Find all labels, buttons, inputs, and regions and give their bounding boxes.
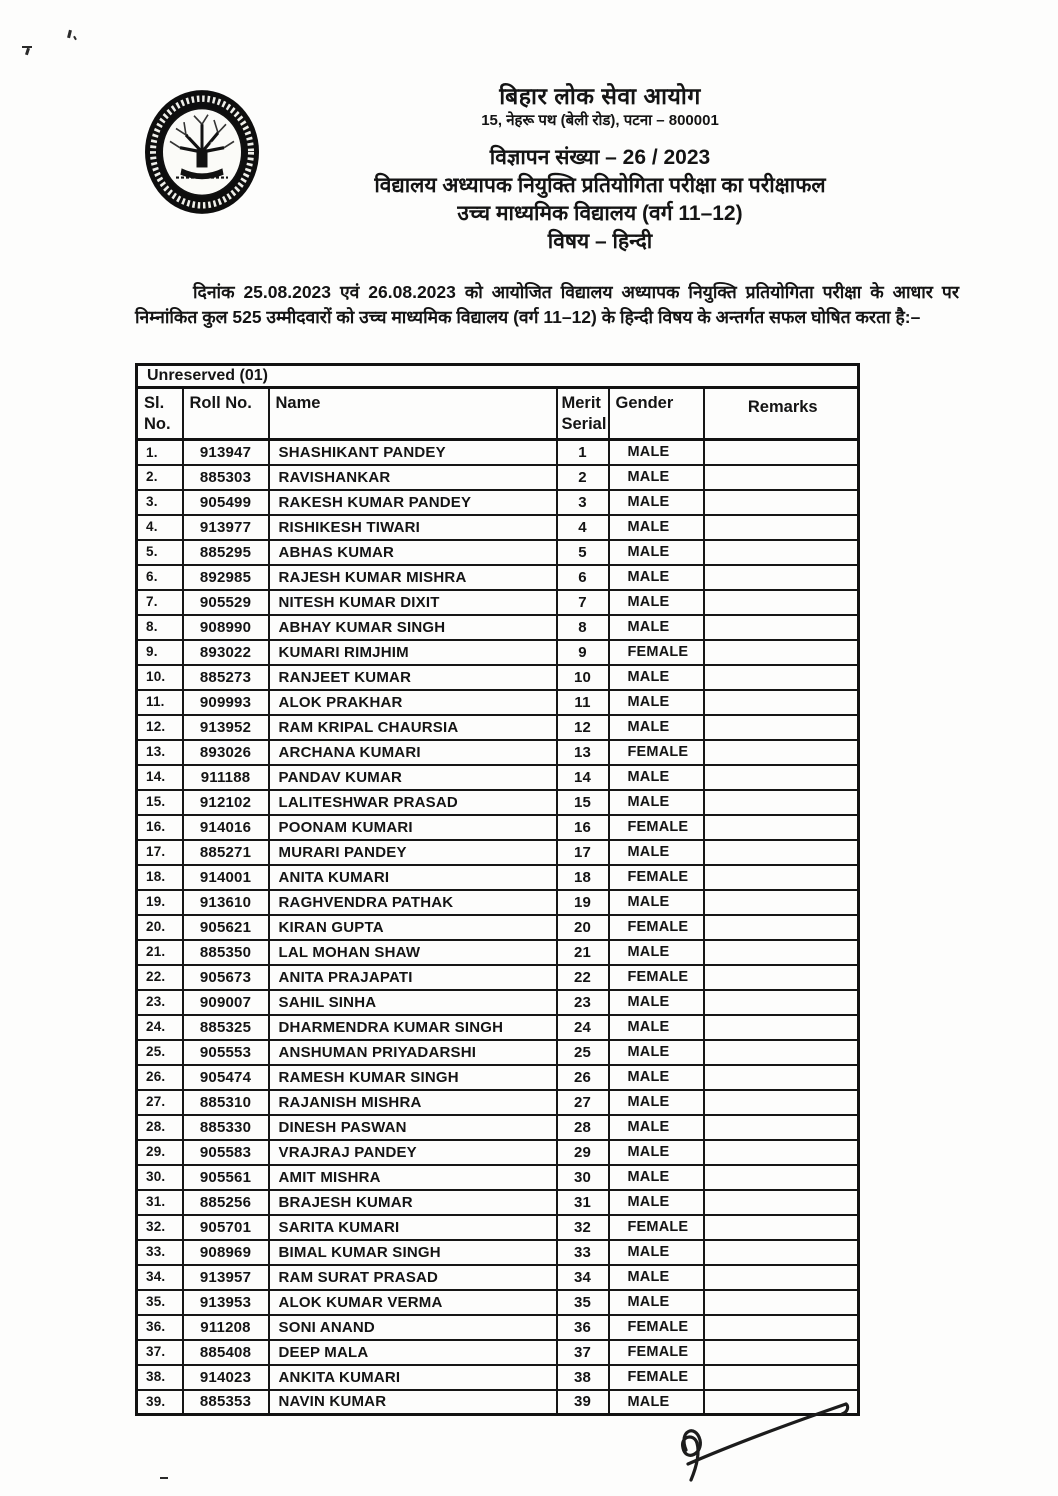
merit-serial-cell: 30 xyxy=(557,1165,609,1190)
sl-no-cell: 16. xyxy=(137,815,183,840)
scan-artifact xyxy=(160,1477,168,1479)
merit-serial-cell: 16 xyxy=(557,815,609,840)
result-title: विद्यालय अध्यापक नियुक्ति प्रतियोगिता परीक्षा का परीक्षाफल xyxy=(374,174,826,197)
table-row xyxy=(137,1365,859,1390)
roll-no-cell: 905529 xyxy=(183,590,269,615)
roll-no-cell: 913952 xyxy=(183,715,269,740)
roll-no-cell: 913957 xyxy=(183,1265,269,1290)
roll-no-cell: 911188 xyxy=(183,765,269,790)
merit-serial-cell: 15 xyxy=(557,790,609,815)
sl-no-cell: 13. xyxy=(137,740,183,765)
roll-no-cell: 911208 xyxy=(183,1315,269,1340)
merit-serial-cell: 7 xyxy=(557,590,609,615)
gender-cell: FEMALE xyxy=(609,815,704,840)
gender-cell: MALE xyxy=(609,940,704,965)
sl-no-cell: 38. xyxy=(137,1365,183,1390)
name-cell: DINESH PASWAN xyxy=(269,1115,557,1140)
merit-serial-cell: 37 xyxy=(557,1340,609,1365)
name-cell: DEEP MALA xyxy=(269,1340,557,1365)
gender-cell: MALE xyxy=(609,440,704,465)
remarks-cell xyxy=(704,1215,859,1240)
gender-cell: MALE xyxy=(609,1240,704,1265)
name-cell: RAMESH KUMAR SINGH xyxy=(269,1065,557,1090)
merit-serial-cell: 28 xyxy=(557,1115,609,1140)
name-cell: ABHAY KUMAR SINGH xyxy=(269,615,557,640)
remarks-cell xyxy=(704,1015,859,1040)
remarks-cell xyxy=(704,1090,859,1115)
table-row xyxy=(137,1215,859,1240)
org-address: 15, नेहरू पथ (बेली रोड), पटना – 800001 xyxy=(481,112,719,129)
remarks-cell xyxy=(704,740,859,765)
remarks-cell xyxy=(704,1340,859,1365)
remarks-cell xyxy=(704,540,859,565)
gender-cell: FEMALE xyxy=(609,915,704,940)
letterhead xyxy=(170,82,1030,256)
roll-no-cell: 905583 xyxy=(183,1140,269,1165)
roll-no-cell: 914016 xyxy=(183,815,269,840)
remarks-cell xyxy=(704,990,859,1015)
name-cell: ABHAS KUMAR xyxy=(269,540,557,565)
table-row xyxy=(137,965,859,990)
sl-no-cell: 32. xyxy=(137,1215,183,1240)
remarks-cell xyxy=(704,1040,859,1065)
advertisement-number: विज्ञापन संख्या – 26 / 2023 xyxy=(489,146,711,169)
name-cell: BIMAL KUMAR SINGH xyxy=(269,1240,557,1265)
roll-no-cell: 913953 xyxy=(183,1290,269,1315)
sl-no-cell: 18. xyxy=(137,865,183,890)
scan-artifact xyxy=(67,30,72,38)
gender-cell: FEMALE xyxy=(609,1215,704,1240)
remarks-cell xyxy=(704,515,859,540)
remarks-cell xyxy=(704,490,859,515)
gender-cell: FEMALE xyxy=(609,1365,704,1390)
remarks-cell xyxy=(704,815,859,840)
merit-serial-cell: 5 xyxy=(557,540,609,565)
gender-cell: MALE xyxy=(609,540,704,565)
sl-no-cell: 31. xyxy=(137,1190,183,1215)
gender-cell: MALE xyxy=(609,690,704,715)
col-header-merit-serial: Merit Serial xyxy=(557,388,609,440)
remarks-cell xyxy=(704,940,859,965)
merit-serial-cell: 33 xyxy=(557,1240,609,1265)
col-header-gender: Gender xyxy=(609,388,704,440)
sl-no-cell: 14. xyxy=(137,765,183,790)
roll-no-cell: 905673 xyxy=(183,965,269,990)
merit-serial-cell: 24 xyxy=(557,1015,609,1040)
table-row xyxy=(137,1315,859,1340)
table-row xyxy=(137,665,859,690)
remarks-cell xyxy=(704,690,859,715)
table-row xyxy=(137,1190,859,1215)
merit-serial-cell: 20 xyxy=(557,915,609,940)
remarks-cell xyxy=(704,615,859,640)
remarks-cell xyxy=(704,1315,859,1340)
roll-no-cell: 885273 xyxy=(183,665,269,690)
merit-serial-cell: 17 xyxy=(557,840,609,865)
roll-no-cell: 905474 xyxy=(183,1065,269,1090)
roll-no-cell: 914001 xyxy=(183,865,269,890)
name-cell: KIRAN GUPTA xyxy=(269,915,557,940)
gender-cell: MALE xyxy=(609,1290,704,1315)
table-row xyxy=(137,615,859,640)
name-cell: PANDAV KUMAR xyxy=(269,765,557,790)
sl-no-cell: 5. xyxy=(137,540,183,565)
merit-serial-cell: 1 xyxy=(557,440,609,465)
gender-cell: MALE xyxy=(609,490,704,515)
merit-serial-cell: 2 xyxy=(557,465,609,490)
roll-no-cell: 892985 xyxy=(183,565,269,590)
gender-cell: MALE xyxy=(609,1265,704,1290)
gender-cell: MALE xyxy=(609,615,704,640)
table-row xyxy=(137,1140,859,1165)
name-cell: LALITESHWAR PRASAD xyxy=(269,790,557,815)
sl-no-cell: 22. xyxy=(137,965,183,990)
merit-serial-cell: 23 xyxy=(557,990,609,1015)
gender-cell: FEMALE xyxy=(609,865,704,890)
merit-serial-cell: 38 xyxy=(557,1365,609,1390)
sl-no-cell: 24. xyxy=(137,1015,183,1040)
sl-no-cell: 33. xyxy=(137,1240,183,1265)
gender-cell: MALE xyxy=(609,1090,704,1115)
roll-no-cell: 885271 xyxy=(183,840,269,865)
gender-cell: MALE xyxy=(609,1065,704,1090)
roll-no-cell: 885325 xyxy=(183,1015,269,1040)
name-cell: RISHIKESH TIWARI xyxy=(269,515,557,540)
roll-no-cell: 885350 xyxy=(183,940,269,965)
name-cell: SONI ANAND xyxy=(269,1315,557,1340)
sl-no-cell: 6. xyxy=(137,565,183,590)
name-cell: BRAJESH KUMAR xyxy=(269,1190,557,1215)
merit-serial-cell: 36 xyxy=(557,1315,609,1340)
name-cell: SHASHIKANT PANDEY xyxy=(269,440,557,465)
merit-serial-cell: 22 xyxy=(557,965,609,990)
gender-cell: MALE xyxy=(609,790,704,815)
sl-no-cell: 4. xyxy=(137,515,183,540)
merit-serial-cell: 10 xyxy=(557,665,609,690)
table-row xyxy=(137,790,859,815)
merit-serial-cell: 29 xyxy=(557,1140,609,1165)
roll-no-cell: 885353 xyxy=(183,1390,269,1415)
table-row xyxy=(137,940,859,965)
merit-serial-cell: 6 xyxy=(557,565,609,590)
scan-artifact xyxy=(25,48,30,56)
table-row xyxy=(137,1265,859,1290)
roll-no-cell: 885408 xyxy=(183,1340,269,1365)
table-row xyxy=(137,990,859,1015)
gender-cell: MALE xyxy=(609,1190,704,1215)
sl-no-cell: 30. xyxy=(137,1165,183,1190)
merit-serial-cell: 27 xyxy=(557,1090,609,1115)
roll-no-cell: 912102 xyxy=(183,790,269,815)
merit-serial-cell: 12 xyxy=(557,715,609,740)
sl-no-cell: 29. xyxy=(137,1140,183,1165)
sl-no-cell: 39. xyxy=(137,1390,183,1415)
roll-no-cell: 905621 xyxy=(183,915,269,940)
roll-no-cell: 905553 xyxy=(183,1040,269,1065)
intro-paragraph: दिनांक 25.08.2023 एवं 26.08.2023 को आयोजित विद्यालय अध्यापक नियुक्ति प्रतियोगिता परीक्षा के आधार पर निम्नांकित कुल 525 उम्मीदवारों को उच्च माध्यमिक विद्यालय (वर्ग 11–12) के हिन्दी विषय के अन्तर्गत सफल घोषित करता है:– xyxy=(135,282,959,327)
name-cell: ANITA PRAJAPATI xyxy=(269,965,557,990)
merit-serial-cell: 25 xyxy=(557,1040,609,1065)
sl-no-cell: 17. xyxy=(137,840,183,865)
gender-cell: MALE xyxy=(609,1115,704,1140)
name-cell: SARITA KUMARI xyxy=(269,1215,557,1240)
merit-serial-cell: 13 xyxy=(557,740,609,765)
merit-serial-cell: 21 xyxy=(557,940,609,965)
merit-serial-cell: 39 xyxy=(557,1390,609,1415)
remarks-cell xyxy=(704,865,859,890)
remarks-cell xyxy=(704,1115,859,1140)
merit-serial-cell: 3 xyxy=(557,490,609,515)
table-row xyxy=(137,1040,859,1065)
roll-no-cell: 885295 xyxy=(183,540,269,565)
name-cell: NITESH KUMAR DIXIT xyxy=(269,590,557,615)
results-tbody xyxy=(137,365,859,1415)
sl-no-cell: 9. xyxy=(137,640,183,665)
name-cell: RANJEET KUMAR xyxy=(269,665,557,690)
name-cell: ARCHANA KUMARI xyxy=(269,740,557,765)
table-row xyxy=(137,590,859,615)
sl-no-cell: 20. xyxy=(137,915,183,940)
name-cell: ANSHUMAN PRIYADARSHI xyxy=(269,1040,557,1065)
table-row xyxy=(137,1340,859,1365)
table-row xyxy=(137,1165,859,1190)
gender-cell: MALE xyxy=(609,1015,704,1040)
table-row xyxy=(137,1065,859,1090)
sl-no-cell: 26. xyxy=(137,1065,183,1090)
col-header-remarks: Remarks xyxy=(704,388,859,440)
table-row xyxy=(137,765,859,790)
table-row xyxy=(137,565,859,590)
roll-no-cell: 893022 xyxy=(183,640,269,665)
gender-cell: FEMALE xyxy=(609,1315,704,1340)
results-table-container xyxy=(135,363,860,1416)
merit-serial-cell: 35 xyxy=(557,1290,609,1315)
gender-cell: FEMALE xyxy=(609,740,704,765)
merit-serial-cell: 9 xyxy=(557,640,609,665)
category-header: Unreserved (01) xyxy=(137,365,859,388)
remarks-cell xyxy=(704,840,859,865)
remarks-cell xyxy=(704,440,859,465)
table-row xyxy=(137,890,859,915)
name-cell: RAM SURAT PRASAD xyxy=(269,1265,557,1290)
gender-cell: FEMALE xyxy=(609,640,704,665)
name-cell: ALOK PRAKHAR xyxy=(269,690,557,715)
table-row xyxy=(137,440,859,465)
table-row xyxy=(137,740,859,765)
roll-no-cell: 905499 xyxy=(183,490,269,515)
gender-cell: MALE xyxy=(609,1140,704,1165)
sl-no-cell: 7. xyxy=(137,590,183,615)
remarks-cell xyxy=(704,1265,859,1290)
col-header-sl-no: Sl. No. xyxy=(137,388,183,440)
signature-icon xyxy=(634,1392,859,1488)
table-row xyxy=(137,465,859,490)
table-row xyxy=(137,1015,859,1040)
name-cell: ANITA KUMARI xyxy=(269,865,557,890)
remarks-cell xyxy=(704,665,859,690)
school-level-line: उच्च माध्यमिक विद्यालय (वर्ग 11–12) xyxy=(457,202,743,225)
table-row xyxy=(137,1290,859,1315)
remarks-cell xyxy=(704,965,859,990)
merit-serial-cell: 4 xyxy=(557,515,609,540)
org-name: बिहार लोक सेवा आयोग xyxy=(499,83,701,109)
name-cell: RAVISHANKAR xyxy=(269,465,557,490)
roll-no-cell: 905561 xyxy=(183,1165,269,1190)
sl-no-cell: 11. xyxy=(137,690,183,715)
gender-cell: MALE xyxy=(609,1040,704,1065)
name-cell: ALOK KUMAR VERMA xyxy=(269,1290,557,1315)
gender-cell: MALE xyxy=(609,515,704,540)
gender-cell: MALE xyxy=(609,465,704,490)
table-row xyxy=(137,640,859,665)
gender-cell: MALE xyxy=(609,1390,704,1415)
remarks-cell xyxy=(704,890,859,915)
table-row xyxy=(137,865,859,890)
gender-cell: FEMALE xyxy=(609,1340,704,1365)
name-cell: POONAM KUMARI xyxy=(269,815,557,840)
table-row xyxy=(137,1090,859,1115)
sl-no-cell: 34. xyxy=(137,1265,183,1290)
gender-cell: MALE xyxy=(609,665,704,690)
remarks-cell xyxy=(704,1165,859,1190)
remarks-cell xyxy=(704,1240,859,1265)
remarks-cell xyxy=(704,465,859,490)
name-cell: SAHIL SINHA xyxy=(269,990,557,1015)
table-row xyxy=(137,515,859,540)
remarks-cell xyxy=(704,765,859,790)
name-cell: DHARMENDRA KUMAR SINGH xyxy=(269,1015,557,1040)
merit-serial-cell: 32 xyxy=(557,1215,609,1240)
roll-no-cell: 885256 xyxy=(183,1190,269,1215)
table-row xyxy=(137,815,859,840)
remarks-cell xyxy=(704,1365,859,1390)
remarks-cell xyxy=(704,1140,859,1165)
name-cell: RAM KRIPAL CHAURSIA xyxy=(269,715,557,740)
remarks-cell xyxy=(704,1190,859,1215)
sl-no-cell: 28. xyxy=(137,1115,183,1140)
gender-cell: MALE xyxy=(609,990,704,1015)
name-cell: RAJANISH MISHRA xyxy=(269,1090,557,1115)
remarks-cell xyxy=(704,565,859,590)
table-row xyxy=(137,840,859,865)
merit-serial-cell: 18 xyxy=(557,865,609,890)
table-row xyxy=(137,1115,859,1140)
sl-no-cell: 37. xyxy=(137,1340,183,1365)
sl-no-cell: 12. xyxy=(137,715,183,740)
sl-no-cell: 1. xyxy=(137,440,183,465)
roll-no-cell: 893026 xyxy=(183,740,269,765)
merit-serial-cell: 34 xyxy=(557,1265,609,1290)
scan-artifact xyxy=(73,36,77,40)
roll-no-cell: 908969 xyxy=(183,1240,269,1265)
name-cell: RAGHVENDRA PATHAK xyxy=(269,890,557,915)
gender-cell: MALE xyxy=(609,840,704,865)
roll-no-cell: 885310 xyxy=(183,1090,269,1115)
gender-cell: MALE xyxy=(609,1165,704,1190)
sl-no-cell: 15. xyxy=(137,790,183,815)
roll-no-cell: 885303 xyxy=(183,465,269,490)
remarks-cell xyxy=(704,790,859,815)
col-header-roll-no: Roll No. xyxy=(183,388,269,440)
merit-serial-cell: 31 xyxy=(557,1190,609,1215)
sl-no-cell: 35. xyxy=(137,1290,183,1315)
merit-serial-cell: 8 xyxy=(557,615,609,640)
remarks-cell xyxy=(704,590,859,615)
gender-cell: MALE xyxy=(609,565,704,590)
gender-cell: MALE xyxy=(609,890,704,915)
table-header-row xyxy=(137,388,859,440)
name-cell: LAL MOHAN SHAW xyxy=(269,940,557,965)
roll-no-cell: 913610 xyxy=(183,890,269,915)
roll-no-cell: 908990 xyxy=(183,615,269,640)
sl-no-cell: 3. xyxy=(137,490,183,515)
table-row xyxy=(137,715,859,740)
roll-no-cell: 909993 xyxy=(183,690,269,715)
remarks-cell xyxy=(704,915,859,940)
name-cell: KUMARI RIMJHIM xyxy=(269,640,557,665)
table-row xyxy=(137,490,859,515)
roll-no-cell: 913947 xyxy=(183,440,269,465)
roll-no-cell: 905701 xyxy=(183,1215,269,1240)
roll-no-cell: 914023 xyxy=(183,1365,269,1390)
table-row xyxy=(137,690,859,715)
gender-cell: MALE xyxy=(609,590,704,615)
name-cell: VRAJRAJ PANDEY xyxy=(269,1140,557,1165)
sl-no-cell: 36. xyxy=(137,1315,183,1340)
name-cell: MURARI PANDEY xyxy=(269,840,557,865)
merit-serial-cell: 26 xyxy=(557,1065,609,1090)
name-cell: RAJESH KUMAR MISHRA xyxy=(269,565,557,590)
col-header-name: Name xyxy=(269,388,557,440)
merit-serial-cell: 14 xyxy=(557,765,609,790)
sl-no-cell: 21. xyxy=(137,940,183,965)
remarks-cell xyxy=(704,640,859,665)
sl-no-cell: 25. xyxy=(137,1040,183,1065)
gender-cell: MALE xyxy=(609,765,704,790)
sl-no-cell: 23. xyxy=(137,990,183,1015)
category-header-row xyxy=(137,365,859,388)
roll-no-cell: 913977 xyxy=(183,515,269,540)
table-row xyxy=(137,540,859,565)
gender-cell: FEMALE xyxy=(609,965,704,990)
remarks-cell xyxy=(704,1065,859,1090)
remarks-cell xyxy=(704,715,859,740)
roll-no-cell: 909007 xyxy=(183,990,269,1015)
subject-line: विषय – हिन्दी xyxy=(547,230,653,253)
name-cell: ANKITA KUMARI xyxy=(269,1365,557,1390)
name-cell: AMIT MISHRA xyxy=(269,1165,557,1190)
sl-no-cell: 2. xyxy=(137,465,183,490)
name-cell: NAVIN KUMAR xyxy=(269,1390,557,1415)
name-cell: RAKESH KUMAR PANDEY xyxy=(269,490,557,515)
table-row xyxy=(137,1240,859,1265)
sl-no-cell: 27. xyxy=(137,1090,183,1115)
results-table xyxy=(135,363,860,1416)
sl-no-cell: 8. xyxy=(137,615,183,640)
gender-cell: MALE xyxy=(609,715,704,740)
table-row xyxy=(137,915,859,940)
merit-serial-cell: 19 xyxy=(557,890,609,915)
roll-no-cell: 885330 xyxy=(183,1115,269,1140)
sl-no-cell: 19. xyxy=(137,890,183,915)
sl-no-cell: 10. xyxy=(137,665,183,690)
remarks-cell xyxy=(704,1290,859,1315)
merit-serial-cell: 11 xyxy=(557,690,609,715)
